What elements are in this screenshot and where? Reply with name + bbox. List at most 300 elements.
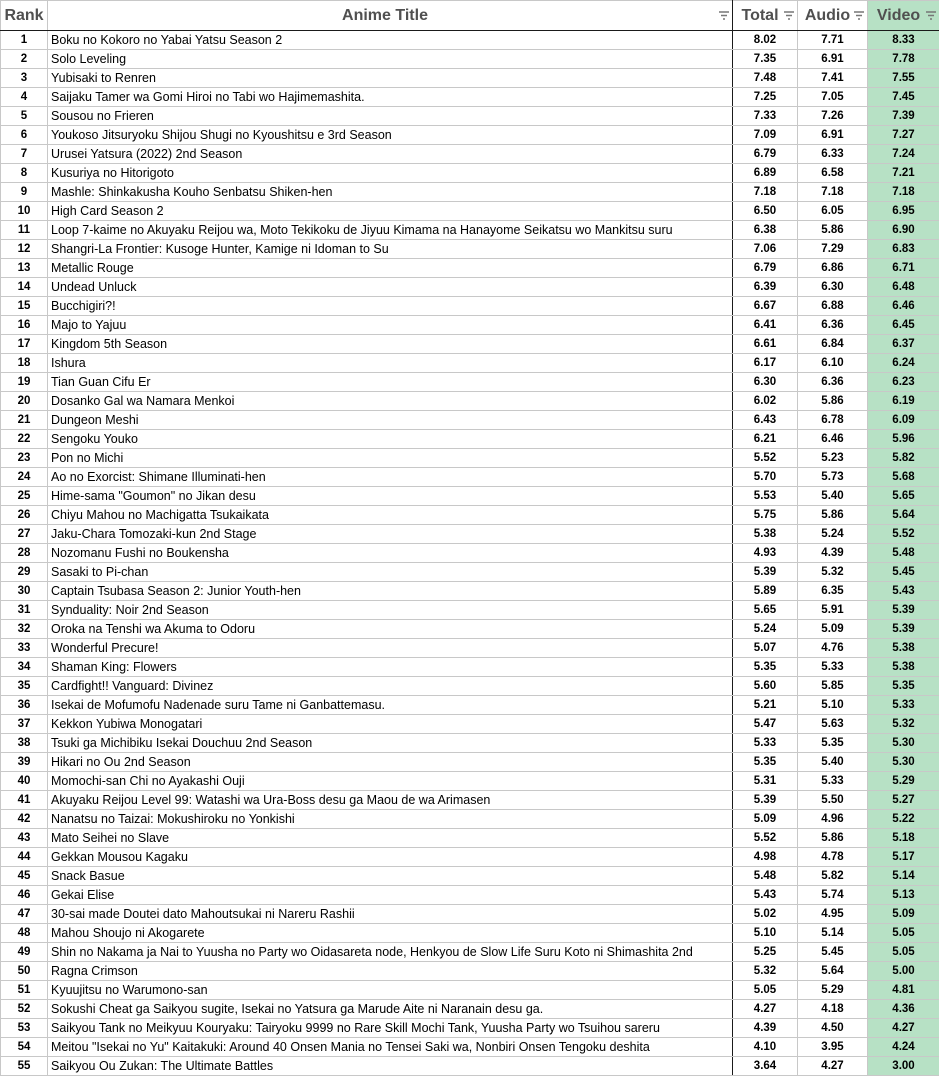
video-cell[interactable]: 5.38 [868,658,939,677]
total-cell[interactable]: 3.64 [733,1057,798,1076]
total-cell[interactable]: 7.48 [733,69,798,88]
total-cell[interactable]: 5.07 [733,639,798,658]
total-cell[interactable]: 5.21 [733,696,798,715]
total-cell[interactable]: 5.09 [733,810,798,829]
total-cell[interactable]: 5.47 [733,715,798,734]
audio-cell[interactable]: 5.45 [798,943,868,962]
total-cell[interactable]: 7.09 [733,126,798,145]
table-row [1,202,939,221]
table-row [1,1000,939,1019]
rank-cell[interactable]: 40 [1,772,48,791]
video-cell[interactable]: 7.78 [868,50,939,69]
audio-cell[interactable]: 5.33 [798,658,868,677]
rank-cell[interactable]: 33 [1,639,48,658]
video-cell[interactable]: 5.32 [868,715,939,734]
video-cell[interactable]: 8.33 [868,31,939,50]
rank-cell[interactable]: 22 [1,430,48,449]
total-cell[interactable]: 5.25 [733,943,798,962]
rank-cell[interactable]: 21 [1,411,48,430]
total-cell[interactable]: 5.32 [733,962,798,981]
audio-cell[interactable]: 4.96 [798,810,868,829]
video-cell[interactable]: 5.09 [868,905,939,924]
title-cell[interactable]: Urusei Yatsura (2022) 2nd Season [48,145,733,164]
total-cell[interactable]: 5.39 [733,791,798,810]
total-cell[interactable]: 5.05 [733,981,798,1000]
total-header[interactable] [733,1,798,31]
audio-cell[interactable]: 5.24 [798,525,868,544]
video-cell[interactable]: 7.21 [868,164,939,183]
rank-cell[interactable]: 38 [1,734,48,753]
video-cell[interactable]: 5.65 [868,487,939,506]
audio-cell[interactable]: 7.41 [798,69,868,88]
total-cell[interactable]: 4.93 [733,544,798,563]
title-cell[interactable]: Solo Leveling [48,50,733,69]
audio-cell[interactable]: 6.10 [798,354,868,373]
video-cell[interactable]: 5.33 [868,696,939,715]
title-cell[interactable]: Dungeon Meshi [48,411,733,430]
title-cell[interactable]: Chiyu Mahou no Machigatta Tsukaikata [48,506,733,525]
total-cell[interactable]: 5.65 [733,601,798,620]
video-cell[interactable]: 5.82 [868,449,939,468]
video-cell[interactable]: 5.35 [868,677,939,696]
table-row [1,696,939,715]
table-row [1,506,939,525]
title-cell[interactable]: Sengoku Youko [48,430,733,449]
audio-cell[interactable]: 5.86 [798,392,868,411]
total-cell[interactable]: 6.21 [733,430,798,449]
total-cell[interactable]: 7.35 [733,50,798,69]
video-cell[interactable]: 5.05 [868,924,939,943]
audio-cell[interactable]: 5.64 [798,962,868,981]
rank-cell[interactable]: 1 [1,31,48,50]
rank-cell[interactable]: 27 [1,525,48,544]
total-cell[interactable]: 5.33 [733,734,798,753]
audio-cell[interactable]: 5.82 [798,867,868,886]
total-cell[interactable]: 4.39 [733,1019,798,1038]
rank-cell[interactable]: 42 [1,810,48,829]
title-cell[interactable]: Kingdom 5th Season [48,335,733,354]
rank-cell[interactable]: 50 [1,962,48,981]
total-cell[interactable]: 8.02 [733,31,798,50]
video-cell[interactable]: 7.18 [868,183,939,202]
video-cell[interactable]: 6.95 [868,202,939,221]
audio-cell[interactable]: 4.18 [798,1000,868,1019]
title-cell[interactable]: Pon no Michi [48,449,733,468]
rank-cell[interactable]: 5 [1,107,48,126]
table-row [1,487,939,506]
audio-cell[interactable]: 3.95 [798,1038,868,1057]
total-cell[interactable]: 6.30 [733,373,798,392]
audio-filter-icon[interactable] [854,11,864,21]
title-cell[interactable]: Sasaki to Pi-chan [48,563,733,582]
audio-cell[interactable]: 5.14 [798,924,868,943]
rank-cell[interactable]: 48 [1,924,48,943]
audio-cell[interactable]: 5.73 [798,468,868,487]
audio-cell[interactable]: 5.35 [798,734,868,753]
audio-cell[interactable]: 4.27 [798,1057,868,1076]
total-filter-icon[interactable] [784,11,794,21]
video-cell[interactable]: 6.37 [868,335,939,354]
table-row [1,658,939,677]
audio-cell[interactable]: 6.84 [798,335,868,354]
audio-cell[interactable]: 5.32 [798,563,868,582]
rank-cell[interactable]: 25 [1,487,48,506]
table-row [1,791,939,810]
video-cell[interactable]: 5.05 [868,943,939,962]
audio-cell[interactable]: 7.29 [798,240,868,259]
video-cell[interactable]: 5.64 [868,506,939,525]
audio-cell[interactable]: 5.74 [798,886,868,905]
title-cell[interactable]: Meitou "Isekai no Yu" Kaitakuki: Around 40 Onsen Mania no Tensei Saki wa, Nonbiri Onsen Tengoku deshita [48,1038,733,1057]
audio-cell[interactable]: 6.46 [798,430,868,449]
title-cell[interactable]: Shangri-La Frontier: Kusoge Hunter, Kamige ni Idoman to Su [48,240,733,259]
audio-cell[interactable]: 6.78 [798,411,868,430]
video-cell[interactable]: 4.27 [868,1019,939,1038]
title-cell[interactable]: Yubisaki to Renren [48,69,733,88]
total-cell[interactable]: 6.67 [733,297,798,316]
video-cell[interactable]: 5.96 [868,430,939,449]
rank-cell[interactable]: 53 [1,1019,48,1038]
rank-cell[interactable]: 35 [1,677,48,696]
title-cell[interactable]: Shaman King: Flowers [48,658,733,677]
total-cell[interactable]: 5.10 [733,924,798,943]
video-cell[interactable]: 3.00 [868,1057,939,1076]
audio-cell[interactable]: 5.86 [798,829,868,848]
total-cell[interactable]: 6.41 [733,316,798,335]
title-cell[interactable]: Wonderful Precure! [48,639,733,658]
video-cell[interactable]: 5.18 [868,829,939,848]
title-cell[interactable]: Snack Basue [48,867,733,886]
total-cell[interactable]: 5.48 [733,867,798,886]
title-cell[interactable]: Kyuujitsu no Warumono-san [48,981,733,1000]
title-cell[interactable]: Akuyaku Reijou Level 99: Watashi wa Ura-Boss desu ga Maou de wa Arimasen [48,791,733,810]
title-cell[interactable]: Ishura [48,354,733,373]
rank-cell[interactable]: 45 [1,867,48,886]
audio-cell[interactable]: 6.30 [798,278,868,297]
audio-cell[interactable]: 6.91 [798,50,868,69]
audio-header[interactable] [798,1,868,31]
audio-cell[interactable]: 5.40 [798,753,868,772]
audio-cell[interactable]: 4.76 [798,639,868,658]
total-cell[interactable]: 5.52 [733,829,798,848]
video-cell[interactable]: 5.30 [868,734,939,753]
video-cell[interactable]: 5.39 [868,601,939,620]
video-cell[interactable]: 5.45 [868,563,939,582]
rank-cell[interactable]: 54 [1,1038,48,1057]
rank-cell[interactable]: 7 [1,145,48,164]
video-cell[interactable]: 7.24 [868,145,939,164]
title-cell[interactable]: Ao no Exorcist: Shimane Illuminati-hen [48,468,733,487]
audio-cell[interactable]: 4.95 [798,905,868,924]
title-cell[interactable]: Metallic Rouge [48,259,733,278]
total-cell[interactable]: 5.53 [733,487,798,506]
rank-cell[interactable]: 15 [1,297,48,316]
title-cell[interactable]: Cardfight!! Vanguard: Divinez [48,677,733,696]
video-cell[interactable]: 5.00 [868,962,939,981]
title-cell[interactable]: Ragna Crimson [48,962,733,981]
title-cell[interactable]: Tian Guan Cifu Er [48,373,733,392]
total-cell[interactable]: 5.31 [733,772,798,791]
video-cell[interactable]: 5.30 [868,753,939,772]
audio-cell[interactable]: 5.85 [798,677,868,696]
rank-cell[interactable]: 23 [1,449,48,468]
total-cell[interactable]: 5.35 [733,658,798,677]
video-cell[interactable]: 7.45 [868,88,939,107]
rank-cell[interactable]: 44 [1,848,48,867]
audio-cell[interactable]: 4.78 [798,848,868,867]
video-cell[interactable]: 6.24 [868,354,939,373]
video-cell[interactable]: 6.71 [868,259,939,278]
rank-cell[interactable]: 20 [1,392,48,411]
rank-cell[interactable]: 26 [1,506,48,525]
audio-cell[interactable]: 5.23 [798,449,868,468]
video-cell[interactable]: 5.39 [868,620,939,639]
rank-cell[interactable]: 41 [1,791,48,810]
video-cell[interactable]: 5.17 [868,848,939,867]
total-cell[interactable]: 5.89 [733,582,798,601]
audio-cell[interactable]: 6.91 [798,126,868,145]
title-cell[interactable]: Kekkon Yubiwa Monogatari [48,715,733,734]
table-row [1,88,939,107]
total-cell[interactable]: 6.38 [733,221,798,240]
total-cell[interactable]: 6.61 [733,335,798,354]
total-cell[interactable]: 5.02 [733,905,798,924]
total-cell[interactable]: 5.43 [733,886,798,905]
title-cell[interactable]: Saijaku Tamer wa Gomi Hiroi no Tabi wo Hajimemashita. [48,88,733,107]
title-cell[interactable]: Kusuriya no Hitorigoto [48,164,733,183]
total-cell[interactable]: 7.25 [733,88,798,107]
audio-cell[interactable]: 5.29 [798,981,868,1000]
title-cell[interactable]: Nozomanu Fushi no Boukensha [48,544,733,563]
title-cell[interactable]: Bucchigiri?! [48,297,733,316]
rank-cell[interactable]: 6 [1,126,48,145]
video-cell[interactable]: 5.14 [868,867,939,886]
audio-cell[interactable]: 6.88 [798,297,868,316]
total-cell[interactable]: 4.10 [733,1038,798,1057]
audio-cell[interactable]: 7.18 [798,183,868,202]
video-cell[interactable]: 6.19 [868,392,939,411]
video-cell[interactable]: 5.48 [868,544,939,563]
video-cell[interactable]: 6.90 [868,221,939,240]
rank-cell[interactable]: 16 [1,316,48,335]
audio-cell[interactable]: 7.71 [798,31,868,50]
video-cell[interactable]: 7.39 [868,107,939,126]
video-cell[interactable]: 7.55 [868,69,939,88]
rank-cell[interactable]: 24 [1,468,48,487]
table-row [1,259,939,278]
audio-cell[interactable]: 4.39 [798,544,868,563]
rank-cell[interactable]: 9 [1,183,48,202]
video-cell[interactable]: 5.22 [868,810,939,829]
total-cell[interactable]: 4.98 [733,848,798,867]
video-cell[interactable]: 5.27 [868,791,939,810]
rank-cell[interactable]: 34 [1,658,48,677]
video-cell[interactable]: 6.45 [868,316,939,335]
video-cell[interactable]: 4.36 [868,1000,939,1019]
total-cell[interactable]: 5.39 [733,563,798,582]
title-cell[interactable]: Jaku-Chara Tomozaki-kun 2nd Stage [48,525,733,544]
total-cell[interactable]: 5.24 [733,620,798,639]
audio-cell[interactable]: 6.36 [798,316,868,335]
rank-cell[interactable]: 4 [1,88,48,107]
video-cell[interactable]: 6.48 [868,278,939,297]
audio-cell[interactable]: 6.58 [798,164,868,183]
title-cell[interactable]: Dosanko Gal wa Namara Menkoi [48,392,733,411]
title-cell[interactable]: Saikyou Tank no Meikyuu Kouryaku: Tairyoku 9999 no Rare Skill Mochi Tank, Yuusha Party wo Tsuihou sareru [48,1019,733,1038]
title-cell[interactable]: Shin no Nakama ja Nai to Yuusha no Party wo Oidasareta node, Henkyou de Slow Life Suru Koto ni Shimashita 2nd [48,943,733,962]
rank-cell[interactable]: 37 [1,715,48,734]
total-cell[interactable]: 7.06 [733,240,798,259]
video-cell[interactable]: 5.29 [868,772,939,791]
audio-cell[interactable]: 4.50 [798,1019,868,1038]
audio-cell[interactable]: 5.63 [798,715,868,734]
video-cell[interactable]: 5.38 [868,639,939,658]
video-cell[interactable]: 5.13 [868,886,939,905]
total-cell[interactable]: 6.79 [733,145,798,164]
rank-cell[interactable]: 39 [1,753,48,772]
audio-cell[interactable]: 5.86 [798,506,868,525]
total-cell[interactable]: 6.02 [733,392,798,411]
video-cell[interactable]: 6.46 [868,297,939,316]
total-cell[interactable]: 5.38 [733,525,798,544]
title-cell[interactable]: Gekkan Mousou Kagaku [48,848,733,867]
rank-cell[interactable]: 13 [1,259,48,278]
rank-header-label: Rank [4,7,43,24]
table-row [1,962,939,981]
title-cell[interactable]: Hime-sama "Goumon" no Jikan desu [48,487,733,506]
video-filter-icon[interactable] [926,11,936,21]
video-cell[interactable]: 5.43 [868,582,939,601]
rank-cell[interactable]: 31 [1,601,48,620]
total-cell[interactable]: 5.60 [733,677,798,696]
total-cell[interactable]: 6.39 [733,278,798,297]
video-cell[interactable]: 5.68 [868,468,939,487]
total-cell[interactable]: 5.70 [733,468,798,487]
audio-cell[interactable]: 5.10 [798,696,868,715]
total-cell[interactable]: 6.79 [733,259,798,278]
audio-cell[interactable]: 5.09 [798,620,868,639]
video-cell[interactable]: 5.52 [868,525,939,544]
rank-cell[interactable]: 46 [1,886,48,905]
video-cell[interactable]: 7.27 [868,126,939,145]
title-cell[interactable]: Synduality: Noir 2nd Season [48,601,733,620]
rank-cell[interactable]: 2 [1,50,48,69]
title-cell[interactable]: Sousou no Frieren [48,107,733,126]
title-cell[interactable]: Saikyou Ou Zukan: The Ultimate Battles [48,1057,733,1076]
title-cell[interactable]: Isekai de Mofumofu Nadenade suru Tame ni Ganbattemasu. [48,696,733,715]
total-cell[interactable]: 4.27 [733,1000,798,1019]
table-row [1,525,939,544]
audio-cell[interactable]: 5.33 [798,772,868,791]
video-header-label: Video [877,7,930,25]
audio-cell[interactable]: 6.33 [798,145,868,164]
rank-cell[interactable]: 11 [1,221,48,240]
title-cell[interactable]: Majo to Yajuu [48,316,733,335]
rank-cell[interactable]: 29 [1,563,48,582]
title-cell[interactable]: Mashle: Shinkakusha Kouho Senbatsu Shiken-hen [48,183,733,202]
rank-cell[interactable]: 36 [1,696,48,715]
title-filter-icon[interactable] [719,11,729,21]
audio-cell[interactable]: 7.05 [798,88,868,107]
rank-cell[interactable]: 52 [1,1000,48,1019]
title-cell[interactable]: Tsuki ga Michibiku Isekai Douchuu 2nd Season [48,734,733,753]
rank-cell[interactable]: 43 [1,829,48,848]
rank-cell[interactable]: 49 [1,943,48,962]
rank-cell[interactable]: 51 [1,981,48,1000]
total-cell[interactable]: 6.17 [733,354,798,373]
video-cell[interactable]: 6.83 [868,240,939,259]
title-cell[interactable]: Hikari no Ou 2nd Season [48,753,733,772]
rank-cell[interactable]: 32 [1,620,48,639]
audio-cell[interactable]: 6.05 [798,202,868,221]
title-cell[interactable]: Nanatsu no Taizai: Mokushiroku no Yonkishi [48,810,733,829]
video-cell[interactable]: 4.81 [868,981,939,1000]
total-cell[interactable]: 5.35 [733,753,798,772]
title-header[interactable] [48,1,733,31]
audio-cell[interactable]: 6.36 [798,373,868,392]
title-cell[interactable]: Mato Seihei no Slave [48,829,733,848]
video-cell[interactable]: 6.23 [868,373,939,392]
title-cell[interactable]: High Card Season 2 [48,202,733,221]
rank-cell[interactable]: 30 [1,582,48,601]
rank-cell[interactable]: 55 [1,1057,48,1076]
rank-cell[interactable]: 28 [1,544,48,563]
rank-header[interactable] [1,1,48,31]
title-cell[interactable]: Undead Unluck [48,278,733,297]
title-cell[interactable]: Youkoso Jitsuryoku Shijou Shugi no Kyoushitsu e 3rd Season [48,126,733,145]
total-cell[interactable]: 7.33 [733,107,798,126]
table-row [1,544,939,563]
rank-cell[interactable]: 12 [1,240,48,259]
title-cell[interactable]: Captain Tsubasa Season 2: Junior Youth-hen [48,582,733,601]
audio-cell[interactable]: 5.91 [798,601,868,620]
rank-cell[interactable]: 8 [1,164,48,183]
video-cell[interactable]: 6.09 [868,411,939,430]
table-row [1,316,939,335]
rank-cell[interactable]: 19 [1,373,48,392]
video-header[interactable] [868,1,939,31]
total-cell[interactable]: 6.43 [733,411,798,430]
audio-cell[interactable]: 5.40 [798,487,868,506]
audio-cell[interactable]: 5.50 [798,791,868,810]
rank-cell[interactable]: 10 [1,202,48,221]
title-cell[interactable]: Momochi-san Chi no Ayakashi Ouji [48,772,733,791]
total-cell[interactable]: 5.52 [733,449,798,468]
audio-cell[interactable]: 7.26 [798,107,868,126]
title-cell[interactable]: Mahou Shoujo ni Akogarete [48,924,733,943]
total-cell[interactable]: 5.75 [733,506,798,525]
audio-cell[interactable]: 5.86 [798,221,868,240]
video-cell[interactable]: 4.24 [868,1038,939,1057]
rank-cell[interactable]: 47 [1,905,48,924]
rank-cell[interactable]: 14 [1,278,48,297]
title-cell[interactable]: 30-sai made Doutei dato Mahoutsukai ni Nareru Rashii [48,905,733,924]
title-cell[interactable]: Sokushi Cheat ga Saikyou sugite, Isekai no Yatsura ga Marude Aite ni Naranain desu ga. [48,1000,733,1019]
total-cell[interactable]: 7.18 [733,183,798,202]
rank-cell[interactable]: 17 [1,335,48,354]
title-cell[interactable]: Loop 7-kaime no Akuyaku Reijou wa, Moto Tekikoku de Jiyuu Kimama na Hanayome Seikatsu wo Mankitsu suru [48,221,733,240]
table-row [1,867,939,886]
title-cell[interactable]: Gekai Elise [48,886,733,905]
title-cell[interactable]: Boku no Kokoro no Yabai Yatsu Season 2 [48,31,733,50]
title-cell[interactable]: Oroka na Tenshi wa Akuma to Odoru [48,620,733,639]
total-cell[interactable]: 6.50 [733,202,798,221]
audio-cell[interactable]: 6.35 [798,582,868,601]
rank-cell[interactable]: 18 [1,354,48,373]
rank-cell[interactable]: 3 [1,69,48,88]
total-cell[interactable]: 6.89 [733,164,798,183]
audio-cell[interactable]: 6.86 [798,259,868,278]
